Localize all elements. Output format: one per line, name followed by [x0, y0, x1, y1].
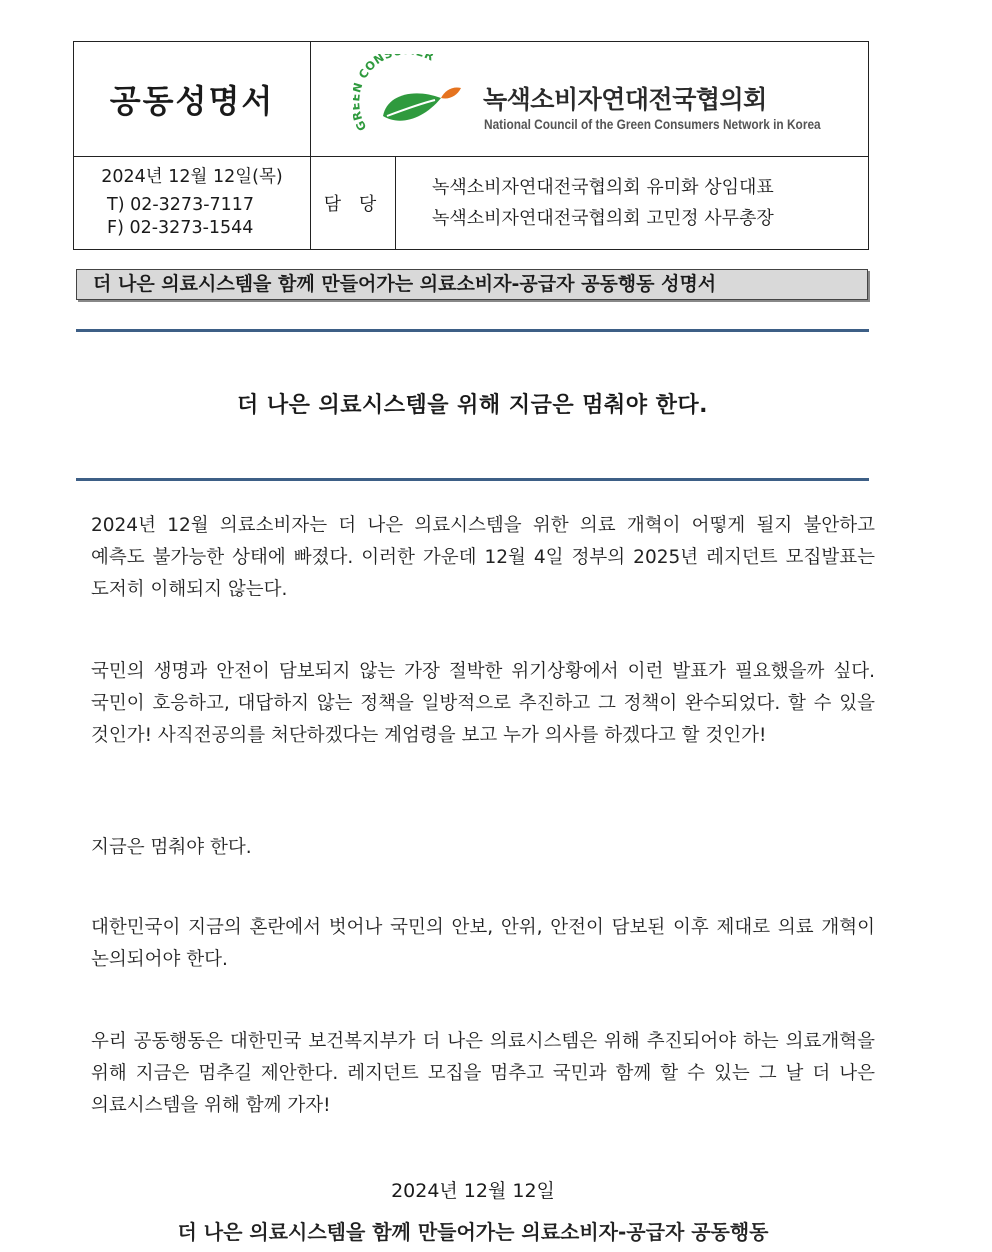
- paragraph-1: 2024년 12월 의료소비자는 더 나은 의료시스템을 위한 의료 개혁이 어떻게 될지 불안하고 예측도 불가능한 상태에 빠졌다. 이러한 가운데 12월 4일 정부의 2025년 레지던트 모집발표는 도저히 이해되지 않는다.: [91, 515, 875, 600]
- organization-name-korean: 녹색소비자연대전국협의회: [483, 85, 767, 114]
- organization-header: [311, 42, 869, 157]
- contact-persons: [396, 157, 869, 250]
- statement-banner: 더 나은 의료시스템을 함께 만들어가는 의료소비자-공급자 공동행동 성명서: [76, 269, 868, 300]
- logo-arc-text: G CON R: [353, 54, 437, 134]
- release-date: 2024년 12월 12일(목): [101, 167, 283, 188]
- title-rule-top: [76, 329, 869, 332]
- telephone: T) 02-3273-7117: [107, 195, 255, 216]
- paragraph-5: 우리 공동행동은 대한민국 보건복지부가 더 나은 의료시스템은 위해 추진되어야 하는 의료개혁을 위해 지금은 멈추길 제안한다. 레지던트 모집을 멈추고 국민과 함께 할 수 있는 그 날 더 나은 의료시스템을 위해 함께 가자!: [91, 1031, 875, 1116]
- organization-name-english: National Council of the Green Consumers Network in Korea: [484, 117, 821, 132]
- paragraph-2: 국민의 생명과 안전이 담보되지 않는 가장 절박한 위기상황에서 이런 발표가 필요했을까 싶다. 국민이 호응하고, 대답하지 않는 정책을 일방적으로 추진하고 그 정책이 완수되었다. 할 수 있을 것인가! 사직전공의를 처단하겠다는 계엄령을 보고 누가 의사를 하겠다고 할 것인가!: [91, 661, 875, 746]
- paragraph-3: 지금은 멈춰야 한다.: [91, 837, 252, 858]
- contact-label: 담 당: [311, 157, 396, 250]
- green-consumer-logo: [353, 54, 473, 140]
- date-contact-cell: [74, 157, 311, 250]
- contact-person-1: 녹색소비자연대전국협의회 유미화 상임대표: [432, 176, 774, 198]
- statement-title: 더 나은 의료시스템을 위해 지금은 멈춰야 한다.: [236, 393, 709, 418]
- header-table: [73, 41, 869, 250]
- document-type: 공동성명서: [74, 42, 311, 157]
- contact-person-2: 녹색소비자연대전국협의회 고민정 사무총장: [432, 208, 774, 229]
- signature-name: 더 나은 의료시스템을 함께 만들어가는 의료소비자-공급자 공동행동: [177, 1220, 769, 1244]
- fax: F) 02-3273-1544: [107, 217, 254, 238]
- signature-date: 2024년 12월 12일: [391, 1180, 555, 1202]
- paragraph-4: 대한민국이 지금의 혼란에서 벗어나 국민의 안보, 안위, 안전이 담보된 이후 제대로 의료 개혁이 논의되어야 한다.: [91, 917, 875, 970]
- svg-text:GREEN CONSUMER: [353, 54, 437, 133]
- title-rule-bottom: [76, 478, 869, 481]
